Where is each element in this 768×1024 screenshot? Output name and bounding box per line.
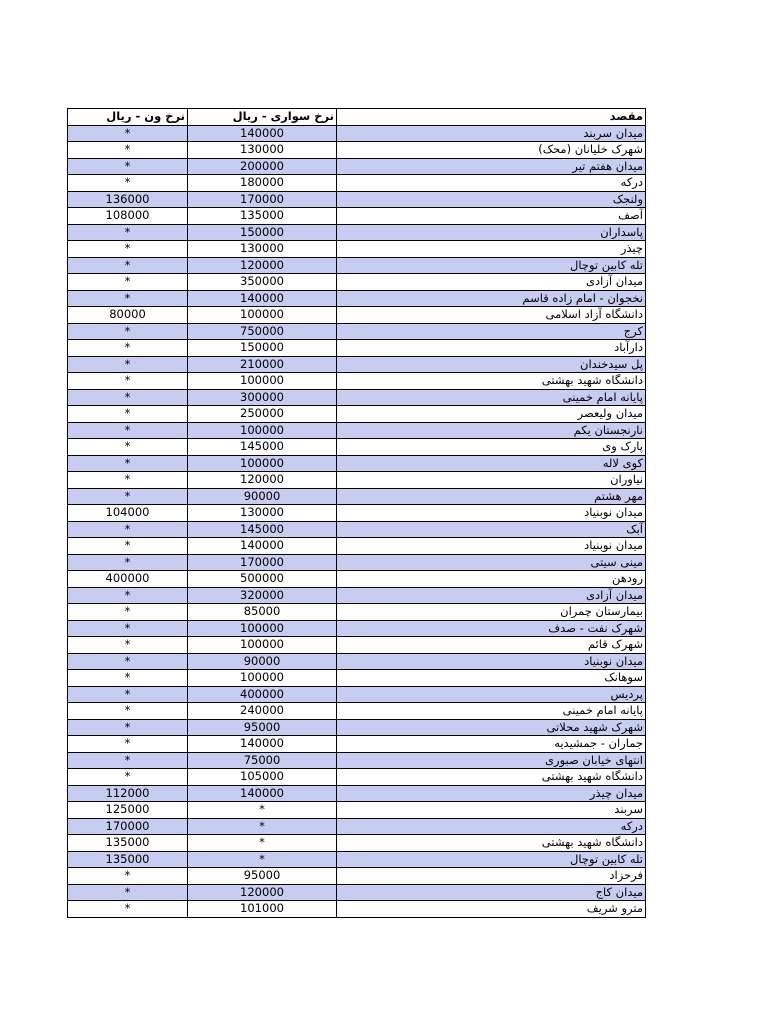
car-fare-cell: *	[188, 802, 337, 819]
destination-cell: میدان چیذر	[337, 785, 646, 802]
destination-cell: پایانه امام خمینی	[337, 703, 646, 720]
car-fare-cell: 101000	[188, 901, 337, 918]
van-fare-cell: *	[68, 488, 188, 505]
table-row	[68, 505, 646, 522]
table-row	[68, 356, 646, 373]
van-fare-cell: *	[68, 373, 188, 390]
van-fare-cell: *	[68, 587, 188, 604]
destination-cell: میدان نوبنیاد	[337, 505, 646, 522]
destination-cell: پاسداران	[337, 224, 646, 241]
car-fare-cell: 210000	[188, 356, 337, 373]
van-fare-cell: 112000	[68, 785, 188, 802]
table-row	[68, 175, 646, 192]
table-row	[68, 142, 646, 159]
header-destination: مقصد	[337, 109, 646, 126]
car-fare-cell: 100000	[188, 637, 337, 654]
van-fare-cell: *	[68, 274, 188, 291]
table-row	[68, 208, 646, 225]
van-fare-cell: *	[68, 356, 188, 373]
table-row	[68, 125, 646, 142]
table-row	[68, 340, 646, 357]
van-fare-cell: *	[68, 604, 188, 621]
destination-cell: مترو شریف	[337, 901, 646, 918]
destination-cell: پل سیدخندان	[337, 356, 646, 373]
destination-cell: شهرک خلیانان (محک)	[337, 142, 646, 159]
car-fare-cell: 130000	[188, 241, 337, 258]
table-row	[68, 191, 646, 208]
table-row	[68, 290, 646, 307]
destination-cell: میدان نوبنیاد	[337, 538, 646, 555]
table-row	[68, 307, 646, 324]
van-fare-cell: *	[68, 769, 188, 786]
car-fare-cell: 170000	[188, 191, 337, 208]
destination-cell: آبک	[337, 521, 646, 538]
destination-cell: جماران - جمشیدیه	[337, 736, 646, 753]
table-row	[68, 373, 646, 390]
van-fare-cell: *	[68, 340, 188, 357]
table-row	[68, 901, 646, 918]
car-fare-cell: 240000	[188, 703, 337, 720]
table-row	[68, 241, 646, 258]
car-fare-cell: 100000	[188, 373, 337, 390]
table-row	[68, 422, 646, 439]
table-row	[68, 884, 646, 901]
van-fare-cell: *	[68, 719, 188, 736]
van-fare-cell: *	[68, 670, 188, 687]
destination-cell: نارنجستان یکم	[337, 422, 646, 439]
car-fare-cell: 320000	[188, 587, 337, 604]
car-fare-cell: 100000	[188, 670, 337, 687]
table-row	[68, 620, 646, 637]
car-fare-cell: 145000	[188, 439, 337, 456]
van-fare-cell: *	[68, 538, 188, 555]
car-fare-cell: 400000	[188, 686, 337, 703]
table-row	[68, 554, 646, 571]
destination-cell: سربند	[337, 802, 646, 819]
van-fare-cell: *	[68, 125, 188, 142]
destination-cell: شهرک قائم	[337, 637, 646, 654]
car-fare-cell: 95000	[188, 868, 337, 885]
van-fare-cell: *	[68, 241, 188, 258]
table-row	[68, 686, 646, 703]
car-fare-cell: 180000	[188, 175, 337, 192]
destination-cell: کوی لاله	[337, 455, 646, 472]
van-fare-cell: 108000	[68, 208, 188, 225]
car-fare-cell: 90000	[188, 653, 337, 670]
car-fare-cell: 150000	[188, 340, 337, 357]
destination-cell: بیمارستان چمران	[337, 604, 646, 621]
car-fare-cell: 130000	[188, 142, 337, 159]
table-row	[68, 868, 646, 885]
car-fare-cell: 140000	[188, 736, 337, 753]
table-row	[68, 488, 646, 505]
table-row	[68, 587, 646, 604]
destination-cell: تله کابین توچال	[337, 851, 646, 868]
table-row	[68, 224, 646, 241]
van-fare-cell: *	[68, 142, 188, 159]
car-fare-cell: 140000	[188, 538, 337, 555]
car-fare-cell: 120000	[188, 257, 337, 274]
destination-cell: چیذر	[337, 241, 646, 258]
van-fare-cell: 80000	[68, 307, 188, 324]
car-fare-cell: 170000	[188, 554, 337, 571]
car-fare-cell: 140000	[188, 125, 337, 142]
fare-table-body	[68, 125, 646, 917]
table-row	[68, 158, 646, 175]
car-fare-cell: 95000	[188, 719, 337, 736]
table-row	[68, 389, 646, 406]
car-fare-cell: 85000	[188, 604, 337, 621]
destination-cell: میدان آزادی	[337, 274, 646, 291]
car-fare-cell: 200000	[188, 158, 337, 175]
table-row	[68, 455, 646, 472]
car-fare-cell: *	[188, 818, 337, 835]
destination-cell: پایانه امام خمینی	[337, 389, 646, 406]
car-fare-cell: 130000	[188, 505, 337, 522]
destination-cell: سوهانک	[337, 670, 646, 687]
car-fare-cell: 120000	[188, 884, 337, 901]
destination-cell: تله کابین توچال	[337, 257, 646, 274]
table-row	[68, 835, 646, 852]
van-fare-cell: *	[68, 736, 188, 753]
table-row	[68, 571, 646, 588]
van-fare-cell: *	[68, 686, 188, 703]
van-fare-cell: *	[68, 323, 188, 340]
car-fare-cell: 75000	[188, 752, 337, 769]
destination-cell: شهرک شهید محلاتی	[337, 719, 646, 736]
table-row	[68, 802, 646, 819]
destination-cell: میدان ولیعصر	[337, 406, 646, 423]
destination-cell: آصف	[337, 208, 646, 225]
car-fare-cell: 500000	[188, 571, 337, 588]
van-fare-cell: *	[68, 175, 188, 192]
van-fare-cell: 400000	[68, 571, 188, 588]
table-row	[68, 637, 646, 654]
van-fare-cell: *	[68, 884, 188, 901]
car-fare-cell: 100000	[188, 620, 337, 637]
destination-cell: دانشگاه شهید بهشتی	[337, 769, 646, 786]
table-row	[68, 752, 646, 769]
van-fare-cell: 170000	[68, 818, 188, 835]
van-fare-cell: *	[68, 901, 188, 918]
van-fare-cell: *	[68, 439, 188, 456]
van-fare-cell: *	[68, 389, 188, 406]
destination-cell: نیاوران	[337, 472, 646, 489]
car-fare-cell: *	[188, 835, 337, 852]
van-fare-cell: 135000	[68, 851, 188, 868]
destination-cell: دانشگاه شهید بهشتی	[337, 835, 646, 852]
table-row	[68, 703, 646, 720]
van-fare-cell: *	[68, 703, 188, 720]
van-fare-cell: *	[68, 406, 188, 423]
car-fare-cell: 150000	[188, 224, 337, 241]
van-fare-cell: *	[68, 257, 188, 274]
van-fare-cell: *	[68, 521, 188, 538]
destination-cell: شهرک نفت - صدف	[337, 620, 646, 637]
car-fare-cell: 145000	[188, 521, 337, 538]
destination-cell: دانشگاه آزاد اسلامی	[337, 307, 646, 324]
header-van-fare: نرخ ون - ریال	[68, 109, 188, 126]
van-fare-cell: *	[68, 752, 188, 769]
car-fare-cell: 250000	[188, 406, 337, 423]
destination-cell: دانشگاه شهید بهشتی	[337, 373, 646, 390]
car-fare-cell: 750000	[188, 323, 337, 340]
van-fare-cell: *	[68, 158, 188, 175]
table-row	[68, 769, 646, 786]
destination-cell: دارآباد	[337, 340, 646, 357]
car-fare-cell: 120000	[188, 472, 337, 489]
van-fare-cell: *	[68, 290, 188, 307]
table-row	[68, 274, 646, 291]
table-row	[68, 323, 646, 340]
table-row	[68, 604, 646, 621]
destination-cell: نخجوان - امام زاده قاسم	[337, 290, 646, 307]
van-fare-cell: 135000	[68, 835, 188, 852]
table-row	[68, 785, 646, 802]
destination-cell: میدان آزادی	[337, 587, 646, 604]
van-fare-cell: *	[68, 653, 188, 670]
van-fare-cell: *	[68, 637, 188, 654]
header-row	[68, 109, 646, 126]
destination-cell: مهر هشتم	[337, 488, 646, 505]
car-fare-cell: 100000	[188, 307, 337, 324]
table-row	[68, 472, 646, 489]
destination-cell: مینی سیتی	[337, 554, 646, 571]
table-row	[68, 851, 646, 868]
destination-cell: درکه	[337, 175, 646, 192]
van-fare-cell: *	[68, 620, 188, 637]
car-fare-cell: 100000	[188, 422, 337, 439]
table-row	[68, 719, 646, 736]
destination-cell: میدان سربند	[337, 125, 646, 142]
table-row	[68, 538, 646, 555]
car-fare-cell: 135000	[188, 208, 337, 225]
car-fare-cell: 105000	[188, 769, 337, 786]
destination-cell: انتهای خیابان صبوری	[337, 752, 646, 769]
table-row	[68, 736, 646, 753]
van-fare-cell: 136000	[68, 191, 188, 208]
header-car-fare: نرخ سواری - ریال	[188, 109, 337, 126]
car-fare-cell: 140000	[188, 785, 337, 802]
car-fare-cell: *	[188, 851, 337, 868]
table-row	[68, 406, 646, 423]
car-fare-cell: 100000	[188, 455, 337, 472]
table-row	[68, 439, 646, 456]
van-fare-cell: *	[68, 472, 188, 489]
table-row	[68, 257, 646, 274]
table-row	[68, 653, 646, 670]
car-fare-cell: 90000	[188, 488, 337, 505]
table-row	[68, 521, 646, 538]
car-fare-cell: 140000	[188, 290, 337, 307]
destination-cell: میدان نوبنیاد	[337, 653, 646, 670]
van-fare-cell: 104000	[68, 505, 188, 522]
destination-cell: پردیس	[337, 686, 646, 703]
destination-cell: پارک وی	[337, 439, 646, 456]
destination-cell: درکه	[337, 818, 646, 835]
fare-table	[67, 108, 646, 918]
car-fare-cell: 300000	[188, 389, 337, 406]
table-row	[68, 818, 646, 835]
destination-cell: فرحزاد	[337, 868, 646, 885]
destination-cell: رودهن	[337, 571, 646, 588]
table-row	[68, 670, 646, 687]
van-fare-cell: *	[68, 455, 188, 472]
van-fare-cell: *	[68, 554, 188, 571]
destination-cell: میدان کاج	[337, 884, 646, 901]
destination-cell: میدان هفتم تیر	[337, 158, 646, 175]
van-fare-cell: *	[68, 422, 188, 439]
destination-cell: ولنجک	[337, 191, 646, 208]
car-fare-cell: 350000	[188, 274, 337, 291]
van-fare-cell: *	[68, 868, 188, 885]
van-fare-cell: *	[68, 224, 188, 241]
van-fare-cell: 125000	[68, 802, 188, 819]
destination-cell: کرج	[337, 323, 646, 340]
